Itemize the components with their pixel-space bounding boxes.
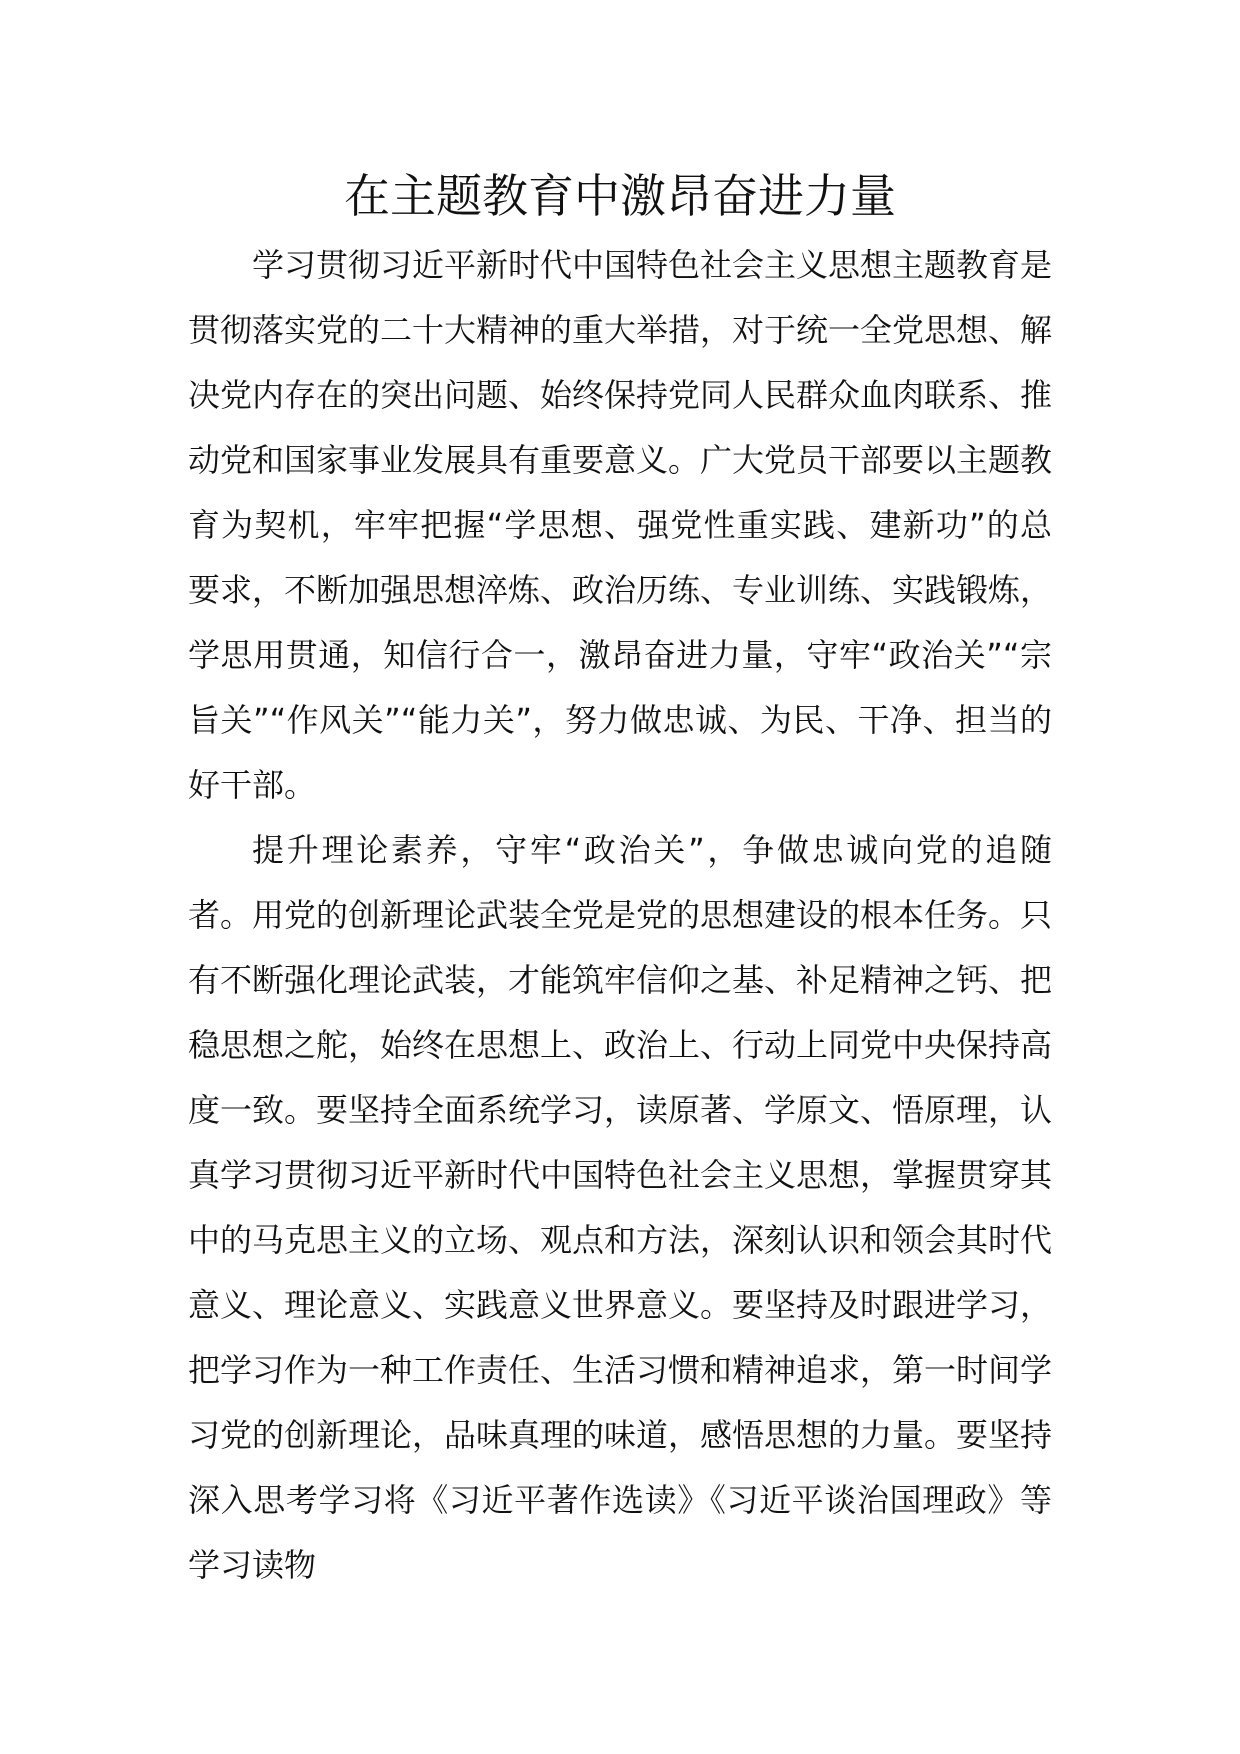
paragraph: 学习贯彻习近平新时代中国特色社会主义思想主题教育是贯彻落实党的二十大精神的重大举措，对于统一全党思想、解决党内存在的突出问题、始终保持党同人民群众血肉联系、推动党和国家事业发展具有重要意义。广大党员干部要以主题教育为契机，牢牢把握“学思想、强党性重实践、建新功”的总要求，不断加强思想淬炼、政治历练、专业训练、实践锻炼，学思用贯通，知信行合一，激昂奋进力量，守牢“政治关”“宗旨关”“作风关”“能力关”，努力做忠诚、为民、干净、担当的好干部。 (188, 246, 1053, 804)
document-title: 在主题教育中激昂奋进力量 (344, 169, 896, 223)
document-body (188, 233, 1052, 1598)
paragraph: 提升理论素养，守牢“政治关”，争做忠诚向党的追随者。用党的创新理论武装全党是党的思想建设的根本任务。只有不断强化理论武装，才能筑牢信仰之基、补足精神之钙、把稳思想之舵，始终在思想上、政治上、行动上同党中央保持高度一致。要坚持全面系统学习，读原著、学原文、悟原理，认真学习贯彻习近平新时代中国特色社会主义思想，掌握贯穿其中的马克思主义的立场、观点和方法，深刻认识和领会其时代意义、理论意义、实践意义世界意义。要坚持及时跟进学习，把学习作为一种工作责任、生活习惯和精神追求，第一时间学习党的创新理论，品味真理的味道，感悟思想的力量。要坚持深入思考学习将《习近平著作选读》《习近平谈治国理政》等学习读物 (188, 831, 1053, 1584)
